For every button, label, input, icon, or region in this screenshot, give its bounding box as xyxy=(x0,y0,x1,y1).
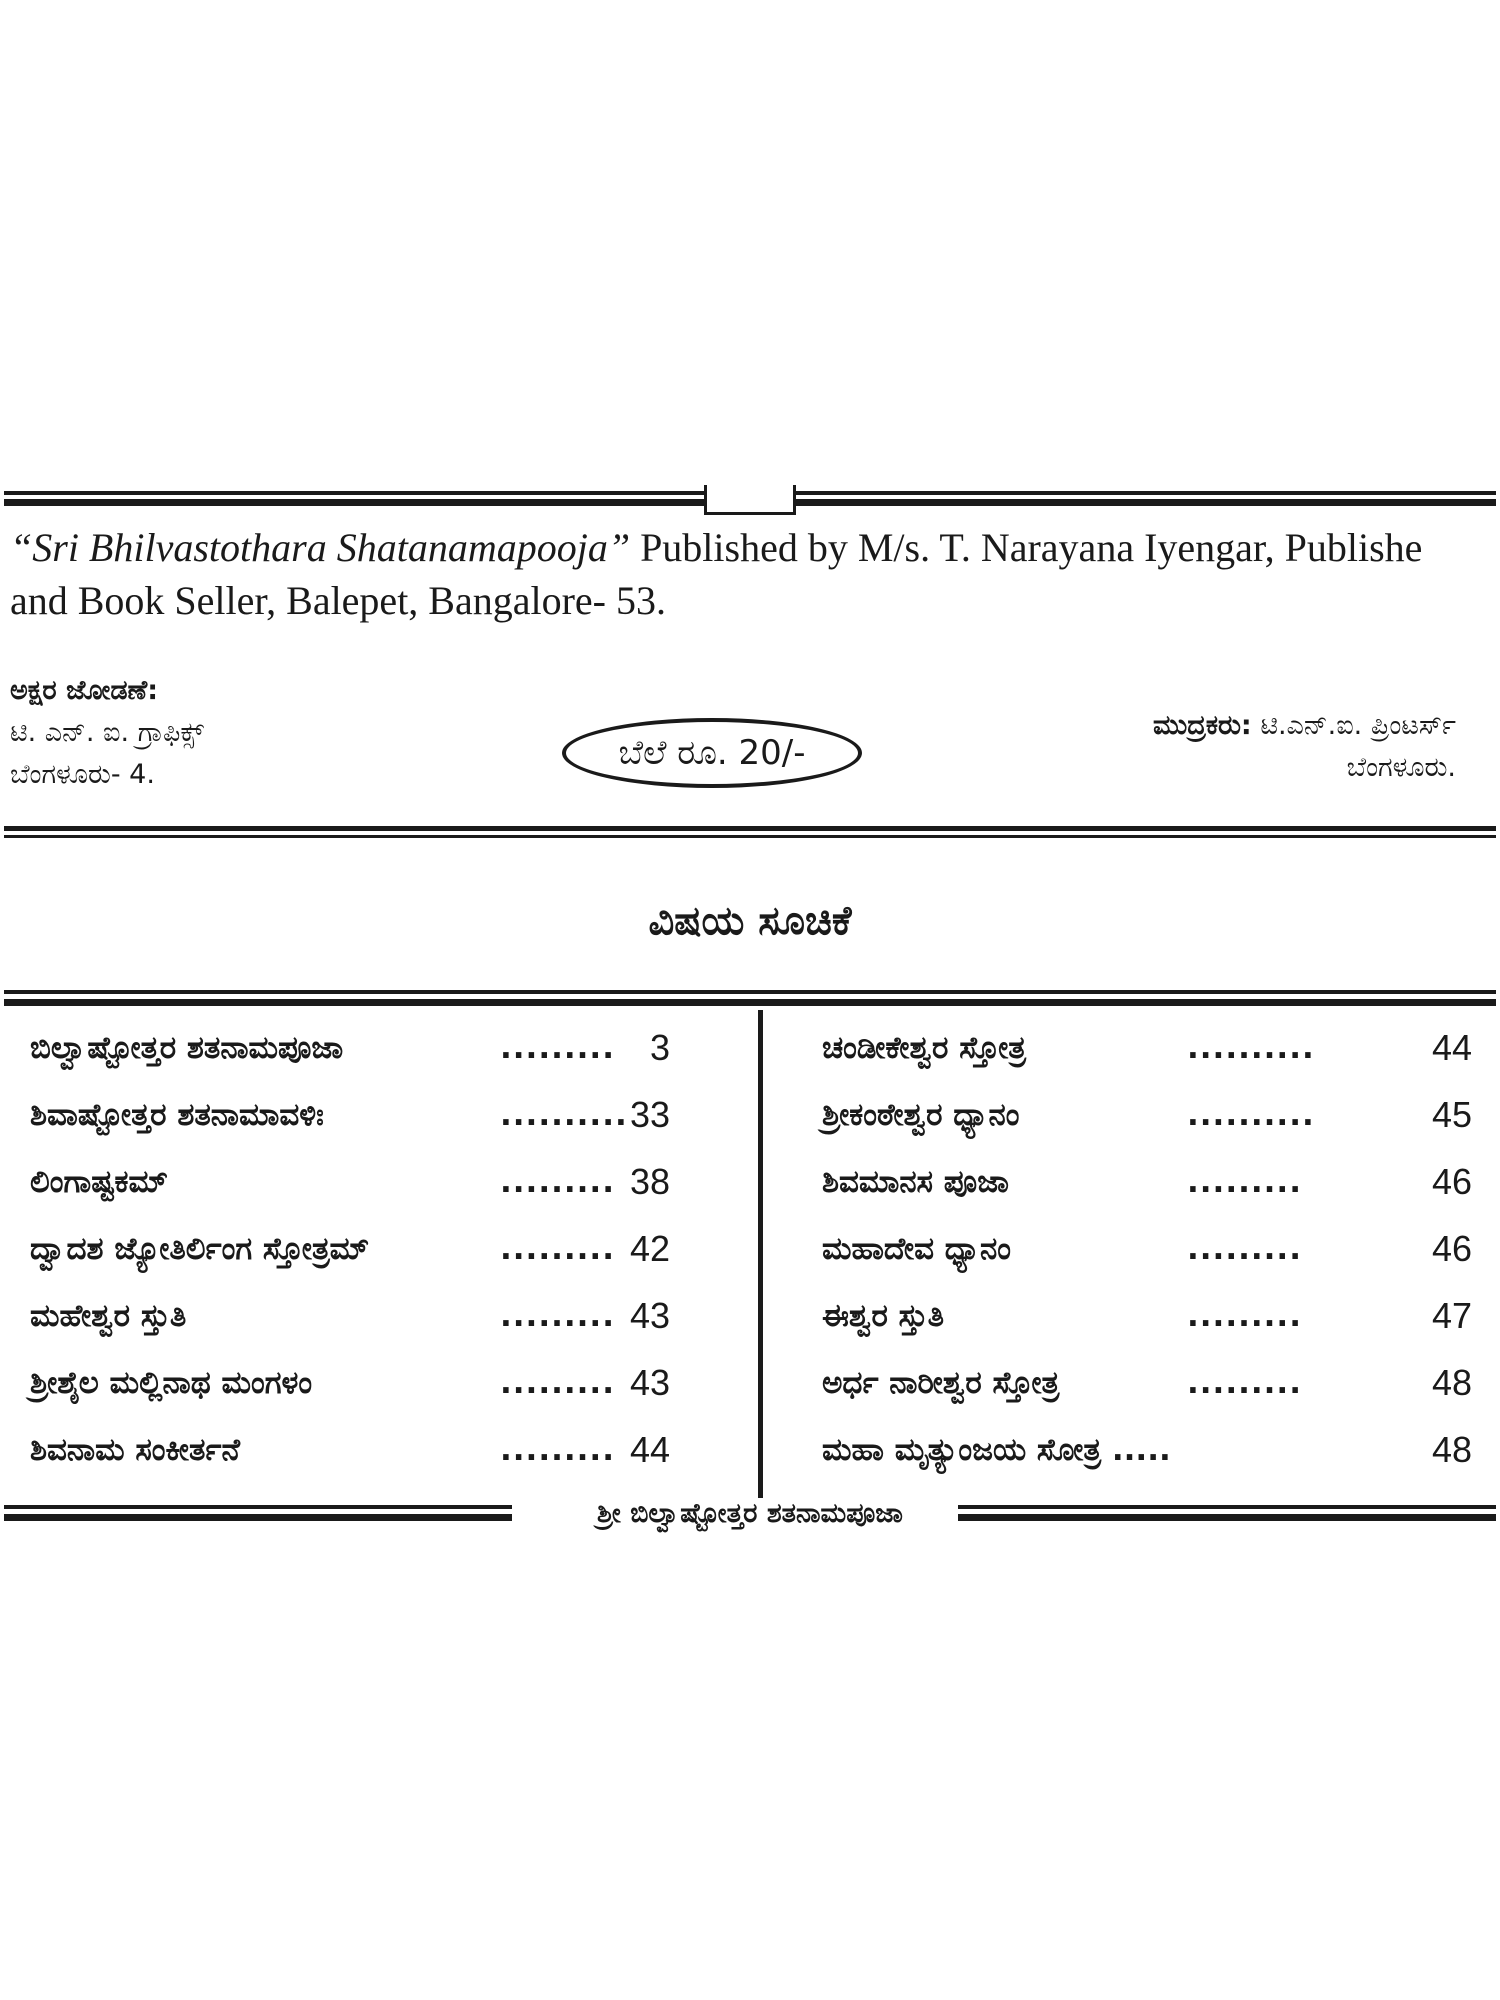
toc-entry-page: 43 xyxy=(629,1362,670,1403)
printer-label: ಮುದ್ರಕರು: xyxy=(1153,710,1252,741)
toc-entry xyxy=(822,1020,1472,1087)
toc-entry-title: ಶ್ರೀಶೈಲ ಮಲ್ಲಿನಾಥ ಮಂಗಳಂ xyxy=(30,1365,313,1401)
toc-entry-title: ಈಶ್ವರ ಸ್ತುತಿ xyxy=(822,1298,945,1334)
toc-entry-page: 42 xyxy=(629,1228,670,1269)
toc-entry-leader: .......... xyxy=(1187,1030,1315,1066)
toc-entry-page: 33 xyxy=(629,1094,670,1135)
toc-entry-title: ಚಂಡೀಕೇಶ್ವರ ಸ್ತೋತ್ರ xyxy=(822,1030,1026,1066)
toc-entry-leader: ......... xyxy=(1187,1164,1302,1200)
toc-entry xyxy=(822,1288,1472,1355)
toc-entry-title: ಮಹೇಶ್ವರ ಸ್ತುತಿ xyxy=(30,1298,187,1334)
toc-entry xyxy=(30,1154,680,1221)
typesetting-city: ಬೆಂಗಳೂರು- 4. xyxy=(10,759,155,790)
top-double-rule xyxy=(4,485,1496,511)
typesetting-name: ಟಿ. ಎನ್. ಐ. ಗ್ರಾಫಿಕ್ಸ್ xyxy=(10,717,204,748)
printer-name: ಟಿ.ಎನ್.ಐ. ಪ್ರಿಂಟರ್ಸ್ xyxy=(1260,710,1456,741)
toc-entry-page: 44 xyxy=(1431,1027,1472,1068)
contents-heading: ವಿಷಯ ಸೂಚಿಕೆ xyxy=(648,898,852,944)
toc-entry-page: 48 xyxy=(1431,1362,1472,1403)
toc-entry xyxy=(30,1355,680,1422)
toc-entry xyxy=(30,1087,680,1154)
toc-entry xyxy=(30,1422,680,1489)
toc-entry-page: 3 xyxy=(649,1027,670,1068)
toc-entry xyxy=(822,1422,1472,1489)
toc-entry-leader: .......... xyxy=(1187,1097,1315,1133)
toc-entry xyxy=(30,1288,680,1355)
column-divider xyxy=(758,1010,763,1505)
toc-entry-leader: ......... xyxy=(500,1298,615,1334)
toc-entry xyxy=(822,1221,1472,1288)
toc-entry-page: 45 xyxy=(1431,1094,1472,1135)
toc-entry-page: 43 xyxy=(629,1295,670,1336)
toc-entry xyxy=(30,1221,680,1288)
contents-top-rule xyxy=(4,990,1496,1012)
toc-entry xyxy=(822,1355,1472,1422)
toc-entry-leader: ......... xyxy=(500,1365,615,1401)
toc-entry-title: ಶಿವಾಷ್ಟೋತ್ತರ ಶತನಾಮಾವಳಿಃ xyxy=(30,1097,324,1133)
typesetting-label: ಅಕ್ಷರ ಜೋಡಣೆ: xyxy=(10,675,158,706)
toc-entry-title: ಲಿಂಗಾಷ್ಟಕಮ್ xyxy=(30,1164,168,1200)
toc-entry xyxy=(30,1020,680,1087)
toc-entry-page: 44 xyxy=(629,1429,670,1470)
typesetting-credit xyxy=(10,670,204,796)
toc-entry-leader: ......... xyxy=(1187,1231,1302,1267)
toc-entry-leader: ......... xyxy=(1187,1298,1302,1334)
publisher-line-2: and Book Seller, Balepet, Bangalore- 53. xyxy=(10,578,666,623)
toc-entry-leader: ......... xyxy=(1187,1365,1302,1401)
publisher-line-1 xyxy=(10,522,1490,574)
toc-entry-title: ಮಹಾದೇವ ಧ್ಯಾನಂ xyxy=(822,1231,1012,1267)
toc-entry-leader: ......... xyxy=(500,1432,615,1468)
toc-right-column xyxy=(822,1020,1472,1489)
middle-double-rule xyxy=(4,826,1496,844)
toc-entry-leader: ......... xyxy=(500,1231,615,1267)
toc-entry-page: 47 xyxy=(1431,1295,1472,1336)
toc-entry-page: 38 xyxy=(629,1161,670,1202)
toc-entry-leader: ......... xyxy=(500,1030,615,1066)
toc-left-column xyxy=(30,1020,680,1489)
footer-title: ಶ್ರೀ ಬಿಲ್ವಾಷ್ಟೋತ್ತರ ಶತನಾಮಪೂಜಾ xyxy=(589,1498,911,1529)
toc-entry-title: ಶಿವಮಾನಸ ಪೂಜಾ xyxy=(822,1164,1009,1200)
book-title-english: “Sri Bhilvastothara Shatanamapooja” xyxy=(10,525,631,570)
rule-notch xyxy=(704,485,796,515)
toc-entry-title: ಅರ್ಧ ನಾರೀಶ್ವರ ಸ್ತೋತ್ರ xyxy=(822,1365,1060,1401)
toc-entry xyxy=(822,1154,1472,1221)
printer-city: ಬೆಂಗಳೂರು. xyxy=(1346,752,1456,783)
toc-entry xyxy=(822,1087,1472,1154)
toc-entry-page: 46 xyxy=(1431,1161,1472,1202)
price-badge xyxy=(562,718,862,788)
publisher-text: Published by M/s. T. Narayana Iyengar, Publishe xyxy=(630,525,1423,570)
toc-entry-title: ಶ್ರೀಕಂಠೇಶ್ವರ ಧ್ಯಾನಂ xyxy=(822,1097,1020,1133)
toc-entry-title: ದ್ವಾದಶ ಜ್ಯೋತಿರ್ಲಿಂಗ ಸ್ತೋತ್ರಮ್ xyxy=(30,1231,370,1267)
toc-entry-title: ಮಹಾ ಮೃತ್ಯುಂಜಯ ಸೋತ್ರ ..... xyxy=(822,1432,1171,1468)
toc-entry-leader: .......... xyxy=(500,1097,628,1133)
footer-caption xyxy=(0,1498,1500,1530)
toc-entry-leader: ......... xyxy=(500,1164,615,1200)
toc-entry-page: 46 xyxy=(1431,1228,1472,1269)
toc-entry-title: ಶಿವನಾಮ ಸಂಕೀರ್ತನೆ xyxy=(30,1432,240,1468)
toc-entry-title: ಬಿಲ್ವಾಷ್ಟೋತ್ತರ ಶತನಾಮಪೂಜಾ xyxy=(30,1030,344,1066)
toc-entry-page: 48 xyxy=(1431,1429,1472,1470)
printer-credit xyxy=(1153,705,1456,789)
price-text: ಬೆಲೆ ರೂ. 20/- xyxy=(618,733,806,773)
